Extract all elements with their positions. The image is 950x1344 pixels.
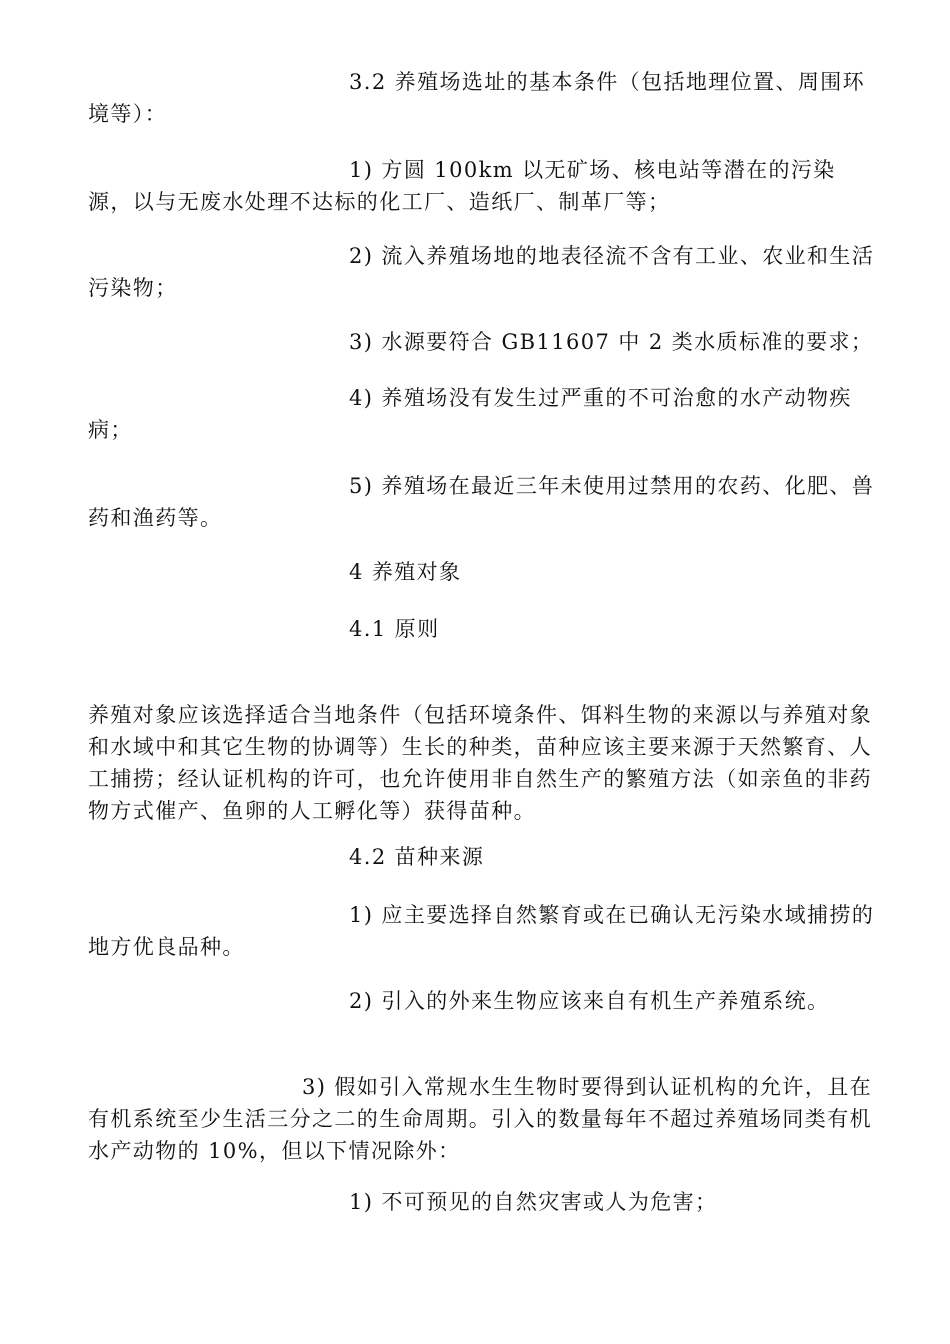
list-item: 2) 引入的外来生物应该来自有机生产养殖系统。 <box>349 989 830 1013</box>
body-paragraph: 养殖对象应该选择适合当地条件（包括环境条件、饵料生物的来源以与养殖对象和水域中和其它生物的协调等）生长的种类，苗种应该主要来源于天然繁育、人工捕捞；经认证机构的许可，也允许使用非自然生产的繁殖方法（如亲鱼的非药物方式催产、鱼卵的人工孵化等）获得苗种。 <box>88 703 872 823</box>
list-item: 1) 不可预见的自然灾害或人为危害； <box>349 1190 718 1214</box>
list-item: 1) 应主要选择自然繁育或在已确认无污染水域捕捞的地方优良品种。 <box>88 903 875 959</box>
section-heading-breeding-objects: 4 养殖对象 <box>349 560 462 584</box>
list-item: 4) 养殖场没有发生过严重的不可治愈的水产动物疾病； <box>88 386 852 442</box>
list-item: 3) 水源要符合 GB11607 中 2 类水质标准的要求； <box>349 330 874 354</box>
list-item: 1) 方圆 100km 以无矿场、核电站等潜在的污染源，以与无废水处理不达标的化工厂、造纸厂、制革厂等； <box>88 158 836 214</box>
list-item: 2) 流入养殖场地的地表径流不含有工业、农业和生活污染物； <box>88 244 875 300</box>
list-item: 5) 养殖场在最近三年未使用过禁用的农药、化肥、兽药和渔药等。 <box>88 474 875 530</box>
section-heading-site-selection: 3.2 养殖场选址的基本条件（包括地理位置、周围环境等）： <box>88 70 866 126</box>
subsection-heading-seed-source: 4.2 苗种来源 <box>349 845 485 869</box>
subsection-heading-principle: 4.1 原则 <box>349 617 440 641</box>
list-item: 3) 假如引入常规水生生物时要得到认证机构的允许，且在有机系统至少生活三分之二的生命周期。引入的数量每年不超过养殖场同类有机水产动物的 10%，但以下情况除外： <box>88 1075 873 1163</box>
